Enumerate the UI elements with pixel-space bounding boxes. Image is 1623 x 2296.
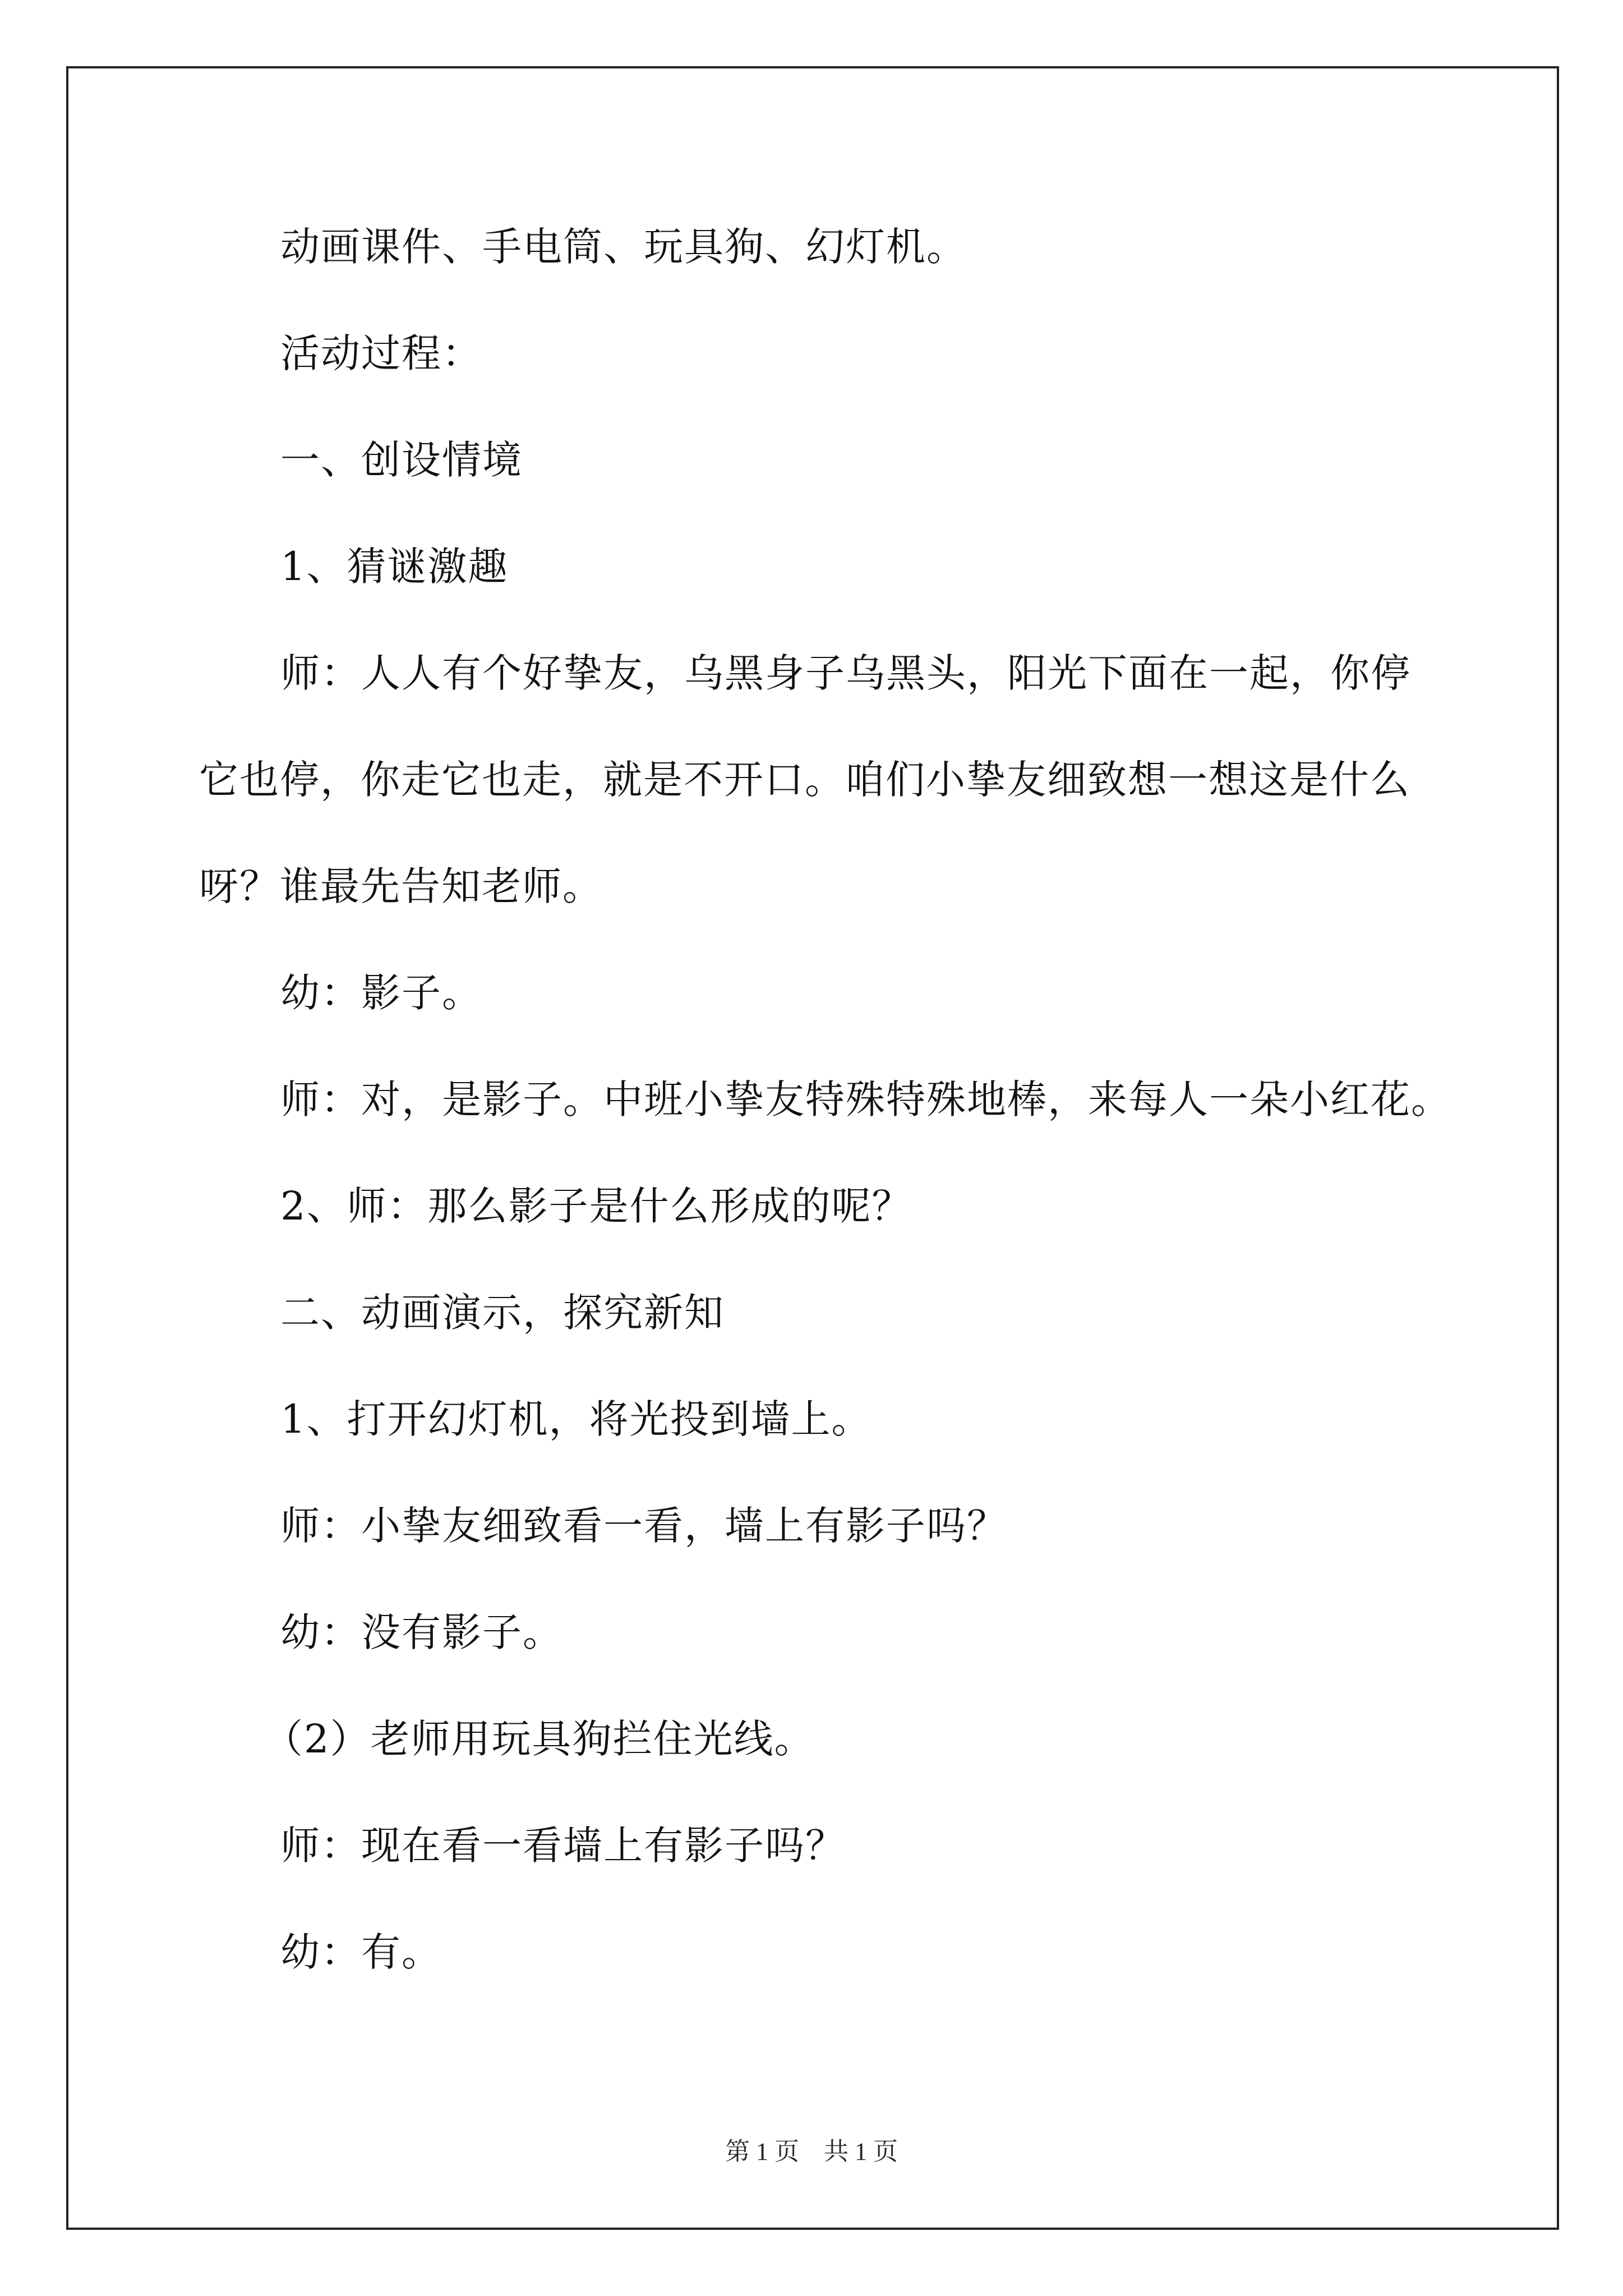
text-line-child-answer-1: 幼：影子。 [280,970,482,1016]
text-line-materials: 动画课件、手电筒、玩具狗、幻灯机。 [280,224,967,270]
page-border [66,66,1559,2230]
text-line-section-two: 二、动画演示，探究新知 [280,1290,725,1336]
text-line-teacher-riddle-1: 师：人人有个好挚友，乌黑身子乌黑头，阳光下面在一起，你停 [280,650,1411,696]
text-line-child-answer-2: 幼：没有影子。 [280,1609,563,1655]
text-line-question-2: 2、师：那么影子是什么形成的呢？ [280,1183,912,1229]
text-line-teacher-look: 师：小挚友细致看一看，墙上有影子吗？ [280,1503,1007,1549]
text-line-teacher-riddle-2: 它也停，你走它也走，就是不开口。咱们小挚友细致想一想这是什么 [199,757,1410,803]
page-number-footer: 第 1 页 共 1 页 [725,2138,898,2165]
text-line-teacher-riddle-3: 呀？谁最先告知老师。 [199,863,603,909]
text-line-child-answer-3: 幼：有。 [280,1929,442,1975]
text-line-teacher-now: 师：现在看一看墙上有影子吗？ [280,1823,846,1869]
text-line-step-2: （2）老师用玩具狗拦住光线。 [264,1716,815,1762]
text-line-process-heading: 活动过程： [280,330,482,376]
text-line-step-1: 1、打开幻灯机，将光投到墙上。 [280,1396,872,1442]
text-line-section-one: 一、创设情境 [280,437,523,483]
text-line-riddle-heading: 1、猜谜激趣 [280,544,509,590]
text-line-teacher-praise: 师：对，是影子。中班小挚友特殊特殊地棒，来每人一朵小红花。 [280,1076,1451,1122]
